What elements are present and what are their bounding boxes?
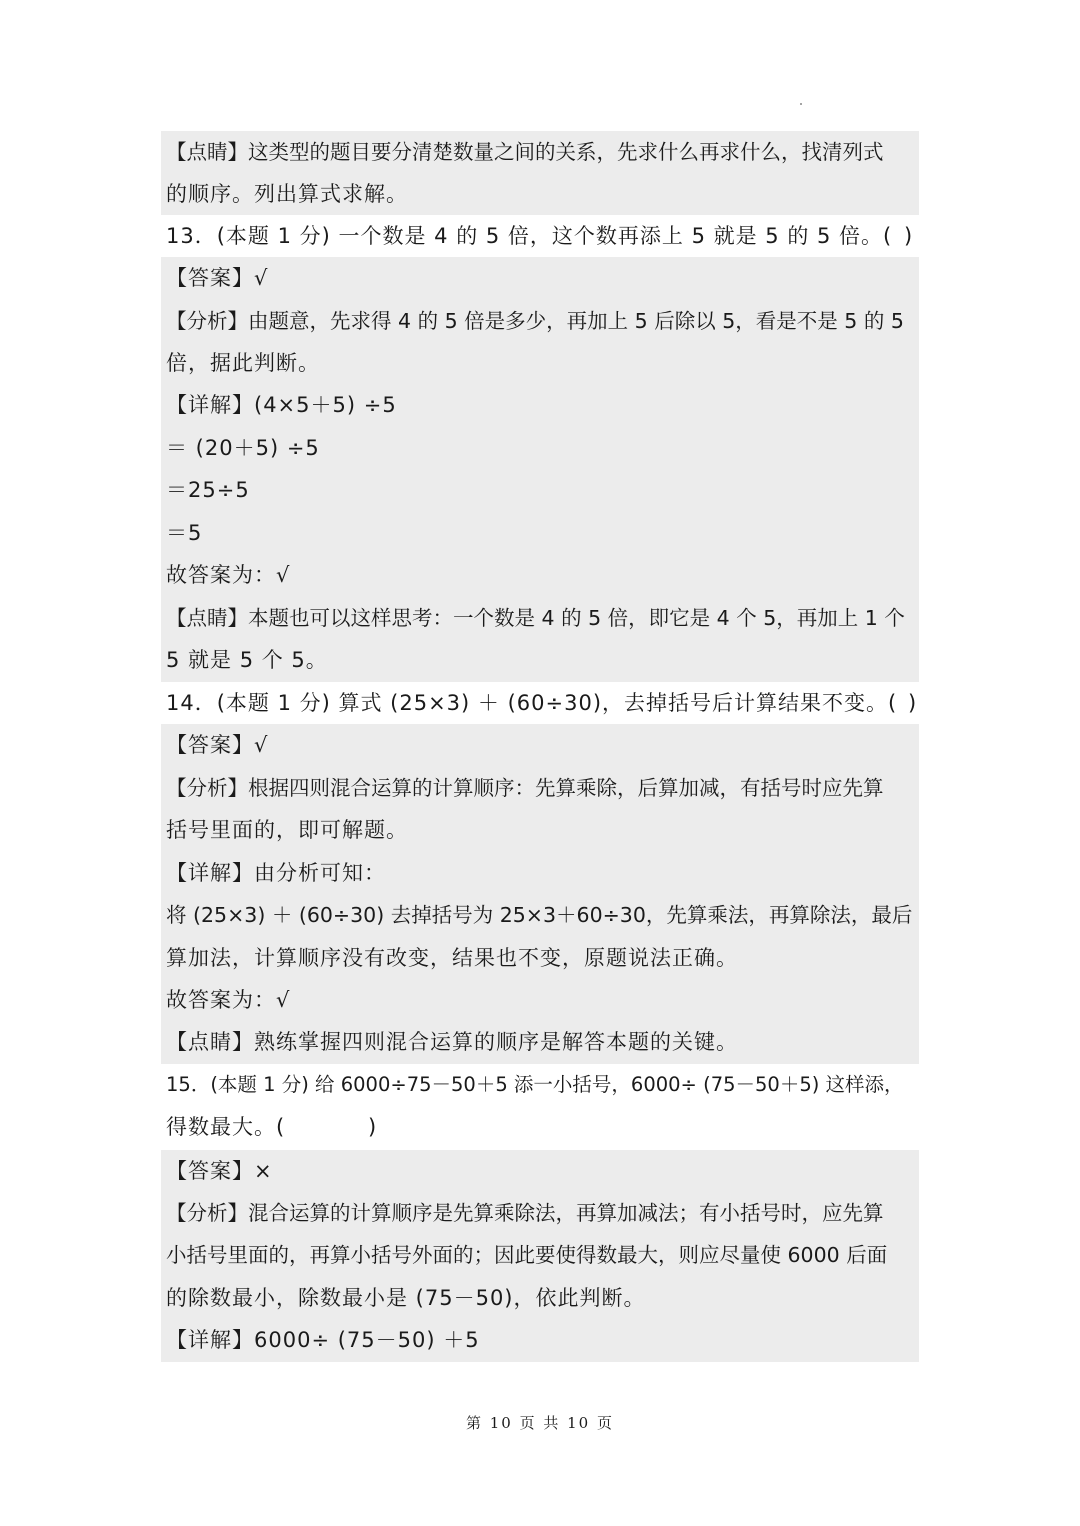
- conclusion-13: 故答案为：√: [166, 563, 291, 587]
- question-15-line-2: [166, 1106, 918, 1148]
- review-13-line-1: 【点睛】本题也可以这样思考：一个数是 4 的 5 倍，即它是 4 个 5，再加上 1 个: [166, 606, 905, 630]
- detail-15: 【详解】6000÷ (75－50) ＋5: [166, 1328, 480, 1352]
- detail-14-line-1: 【详解】由分析可知：: [166, 861, 386, 885]
- analysis-13-line-1: 【分析】由题意，先求得 4 的 5 倍是多少，再加上 5 后除以 5，看是不是 5 的 5: [166, 309, 904, 333]
- answer-15: 【答案】×: [166, 1159, 273, 1183]
- answer-14: 【答案】√: [166, 733, 269, 757]
- detail-14-line-2: 将 (25×3) ＋ (60÷30) 去掉括号为 25×3＋60÷30，先算乘法，再算除法，最后: [166, 903, 913, 927]
- detail-13-line-4: ＝5: [166, 521, 203, 545]
- analysis-14-line-1: 【分析】根据四则混合运算的计算顺序：先算乘除，后算加减，有括号时应先算: [166, 776, 884, 800]
- analysis-13-line-2: 倍，据此判断。: [166, 351, 320, 375]
- detail-14-line-3: 算加法，计算顺序没有改变，结果也不变，原题说法正确。: [166, 946, 738, 970]
- analysis-15-line-3: 的除数最小，除数最小是 (75－50)，依此判断。: [166, 1286, 646, 1310]
- conclusion-14: 故答案为：√: [166, 988, 291, 1012]
- question-14: [166, 682, 918, 724]
- question-13-text: 13．(本题 1 分) 一个数是 4 的 5 倍，这个数再添上 5 就是 5 的 5 倍。(: [166, 224, 893, 248]
- detail-13-line-3: ＝25÷5: [166, 478, 250, 502]
- page-footer: 第 10 页 共 10 页: [465, 1414, 614, 1432]
- answer-13: 【答案】√: [166, 266, 269, 290]
- review-13-line-2: 5 就是 5 个 5。: [166, 648, 328, 672]
- detail-13-line-2: ＝ (20＋5) ÷5: [166, 436, 320, 460]
- question-15-text: 得数最大。(: [166, 1115, 286, 1139]
- question-14-text: 14．(本题 1 分) 算式 (25×3) ＋ (60÷30)，去掉括号后计算结果不变。(: [166, 691, 898, 715]
- question-15-line-1: 15．(本题 1 分) 给 6000÷75－50＋5 添一小括号，6000÷ (75－50＋5) 这样添，: [166, 1073, 904, 1096]
- question-15-bracket: ): [368, 1115, 378, 1139]
- analysis-15-line-1: 【分析】混合运算的计算顺序是先算乘除法，再算加减法；有小括号时，应先算: [166, 1201, 884, 1225]
- question-14-bracket: ): [908, 691, 918, 715]
- analysis-14-line-2: 括号里面的，即可解题。: [166, 818, 408, 842]
- review-line-2: 的顺序。列出算式求解。: [166, 182, 408, 206]
- review-14: 【点睛】熟练掌握四则混合运算的顺序是解答本题的关键。: [166, 1030, 738, 1054]
- analysis-15-line-2: 小括号里面的，再算小括号外面的；因此要使得数最大，则应尽量使 6000 后面: [166, 1243, 888, 1267]
- review-line-1: 【点睛】这类型的题目要分清楚数量之间的关系，先求什么再求什么，找清列式: [166, 140, 884, 164]
- question-13: [166, 215, 918, 257]
- detail-13-line-1: 【详解】(4×5＋5) ÷5: [166, 393, 397, 417]
- question-13-bracket: ): [904, 224, 914, 248]
- speck: [800, 103, 802, 105]
